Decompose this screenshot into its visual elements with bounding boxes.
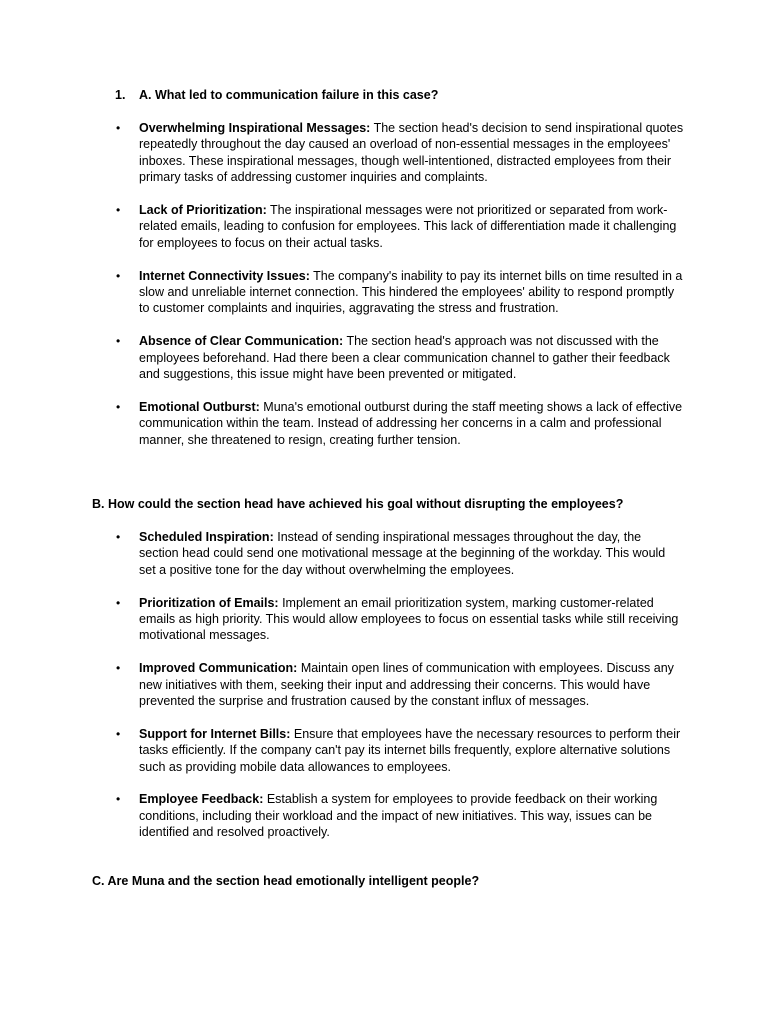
bullet-icon: • — [116, 203, 121, 218]
bullet-icon: • — [116, 595, 121, 610]
bullet-text: The section head's approach was not discussed with the employees beforehand. Had there been a clear communication channel to gather their feedback and suggestions, this issue might have been prevented or mitigated. — [139, 334, 670, 382]
bullet-text: Muna's emotional outburst during the staff meeting shows a lack of effective communication within the team. Instead of addressing her concerns in a calm and professional manner, she threatened to resign, creating further tension. — [139, 399, 683, 447]
bullet-text: The inspirational messages were not prioritized or separated from work-related emails, leading to confusion for employees. This lack of differentiation made it challenging for employees to focus on their actual tasks. — [139, 203, 677, 250]
bullet-term: Employee Feedback: — [139, 792, 264, 807]
bullet-term: Absence of Clear Communication: — [139, 334, 344, 349]
section-a-bullet-list — [116, 120, 684, 464]
bullet-text: Maintain open lines of communication with employees. Discuss any new initiatives with them, seeking their input and addressing their concerns. This would have prevented the surprise and frustration caused by the constant influx of messages. — [139, 661, 674, 709]
bullet-icon: • — [116, 661, 121, 676]
bullet-term: Support for Internet Bills: — [139, 726, 291, 741]
list-item — [116, 268, 684, 317]
bullet-text: Instead of sending inspirational messages throughout the day, the section head could send one motivational message at the beginning of the workday. This would set a positive tone for the day without overwhelming the employees. — [139, 530, 666, 577]
section-b-bullet-list — [116, 529, 684, 857]
bullet-term: Improved Communication: — [139, 661, 298, 676]
section-c-heading: C. Are Muna and the section head emotionally intelligent people? — [92, 874, 480, 888]
list-item — [116, 791, 684, 840]
list-item — [116, 660, 684, 709]
list-item — [116, 202, 684, 251]
bullet-text: The company's inability to pay its internet bills on time resulted in a slow and unreliable internet connection. This hindered the employees' ability to respond promptly to customer complaints and inquiries, aggravating the stress and frustration. — [139, 268, 683, 316]
question-1-heading — [115, 87, 438, 103]
list-item — [116, 529, 684, 578]
list-item — [116, 595, 684, 644]
bullet-text: Implement an email prioritization system, marking customer-related emails as high priority. This would allow employees to focus on essential tasks while still receiving motivational messages. — [139, 595, 679, 643]
bullet-icon: • — [116, 399, 121, 414]
bullet-icon: • — [116, 530, 121, 544]
list-item — [116, 333, 684, 382]
question-number: 1. — [115, 88, 126, 102]
bullet-term: Internet Connectivity Issues: — [139, 268, 310, 283]
bullet-icon: • — [116, 726, 121, 741]
bullet-text: Ensure that employees have the necessary resources to perform their tasks efficiently. If the company can't pay its internet bills frequently, explore alternative solutions such as providing mobile data allowances to employees. — [139, 726, 681, 774]
list-item — [116, 120, 684, 186]
section-b-heading: B. How could the section head have achieved his goal without disrupting the employees? — [92, 497, 624, 511]
list-item — [116, 399, 684, 448]
list-item — [116, 726, 684, 775]
bullet-term: Scheduled Inspiration: — [139, 530, 274, 544]
bullet-icon: • — [116, 792, 121, 807]
bullet-text: The section head's decision to send inspirational quotes repeatedly throughout the day caused an overload of non-essential messages in the employees' inboxes. These inspirational messages, though well-intentioned, distracted employees from their primary tasks of addressing customer inquiries and complaints. — [139, 121, 684, 185]
bullet-icon: • — [116, 121, 121, 135]
bullet-icon: • — [116, 334, 121, 349]
bullet-text: Establish a system for employees to provide feedback on their working conditions, including their workload and the impact of new initiatives. This way, issues can be identified and resolved proactively. — [139, 792, 658, 840]
bullet-icon: • — [116, 268, 121, 283]
bullet-term: Emotional Outburst: — [139, 399, 260, 414]
bullet-term: Prioritization of Emails: — [139, 595, 279, 610]
question-1-heading-text: A. What led to communication failure in this case? — [139, 88, 439, 102]
bullet-term: Lack of Prioritization: — [139, 203, 267, 218]
bullet-term: Overwhelming Inspirational Messages: — [139, 121, 371, 135]
